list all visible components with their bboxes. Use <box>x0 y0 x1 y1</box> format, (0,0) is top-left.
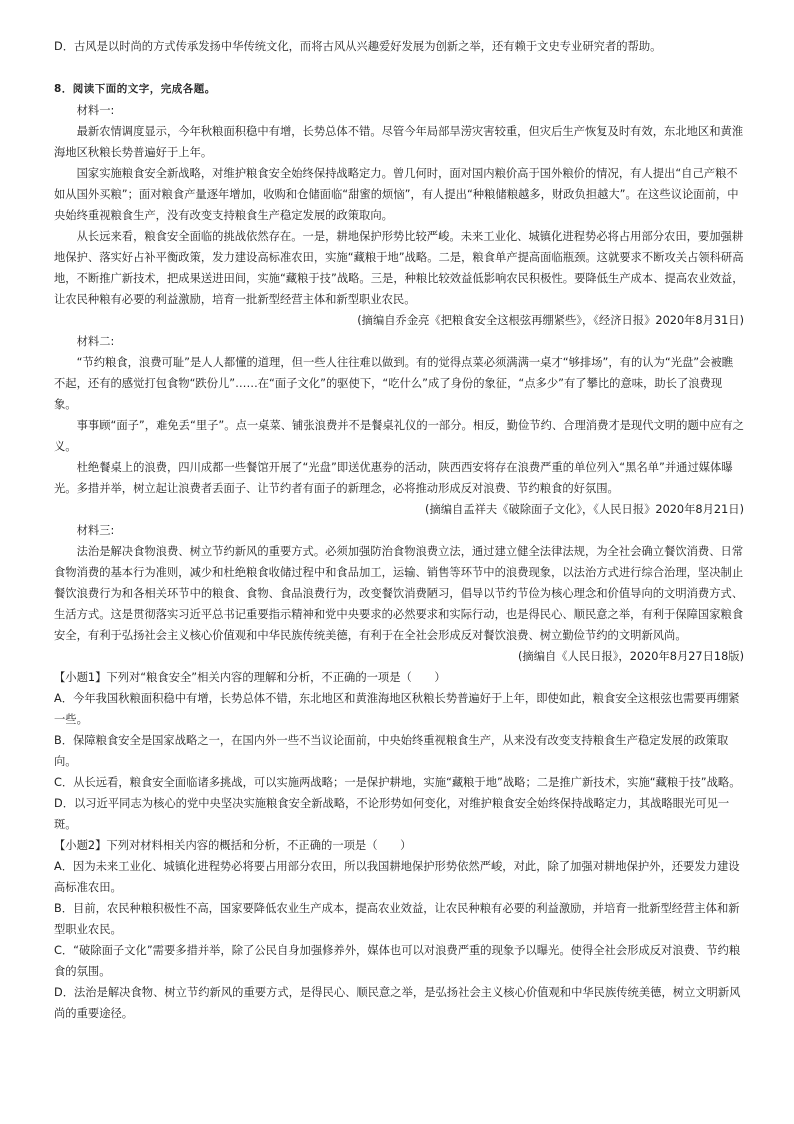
sub-question-1-option-d: D．以习近平同志为核心的党中央坚决实施粮食安全新战略，不论形势如何变化，对维护粮食安全始终保持战略定力，其战略眼光可见一斑。 <box>54 797 730 831</box>
sub-question-2-option-d: D．法治是解决食物、树立节约新风的重要方式，是得民心、顺民意之举，是弘扬社会主义核心价值观和中华民族传统美德，树立文明新风尚的重要途径。 <box>54 986 741 1020</box>
sub-question-2 <box>54 835 744 1024</box>
material-2 <box>54 331 744 520</box>
material-3 <box>54 520 744 667</box>
sub-question-2-option-a: A．因为未来工业化、城镇化进程势必将要占用部分农田，所以我国耕地保护形势依然严峻，对此，除了加强对耕地保护外，还要发力建设高标准农田。 <box>54 860 740 894</box>
sub-question-1-option-c: C．从长远看，粮食安全面临诸多挑战，可以实施两战略；一是保护耕地，实施“藏粮于地”战略；二是推广新技术，实施“藏粮于技”战略。 <box>54 776 741 789</box>
material-1-paragraph: 国家实施粮食安全新战略，对维护粮食安全始终保持战略定力。曾几何时，面对国内粮价高于国外粮价的情况，有人提出“自己产粮不如从国外买粮”；面对粮食产量逐年增加，收购和仓储面临“甜蜜的烦恼”，有人提出“种粮储粮越多，财政负担越大”。在这些议论面前，中央始终重视粮食生产，没有改变支持粮食生产稳定发展的政策取向。 <box>54 167 739 222</box>
material-1-source: (摘编自乔金亮《把粮食安全这根弦再绷紧些》，《经济日报》2020年8月31日) <box>357 314 744 327</box>
material-1-label: 材料一: <box>76 104 115 117</box>
sub-question-1-stem: 【小题1】下列对“粮食安全”相关内容的理解和分析，不正确的一项是（ ） <box>54 671 446 684</box>
sub-question-1-option-a: A．今年我国秋粮面积稳中有增，长势总体不错，东北地区和黄淮海地区秋粮长势普遍好于上年，即使如此，粮食安全这根弦也需要再绷紧一些。 <box>54 692 740 726</box>
material-1-paragraph: 最新农情调度显示，今年秋粮面积稳中有增，长势总体不错。尽管今年局部旱涝灾害较重，但灾后生产恢复及时有效，东北地区和黄淮海地区秋粮长势普遍好于上年。 <box>54 125 744 159</box>
material-3-label: 材料三: <box>76 524 115 537</box>
material-1 <box>54 100 744 331</box>
material-3-paragraph: 法治是解决食物浪费、树立节约新风的重要方式。必须加强防治食物浪费立法，通过建立健全法律法规，为全社会确立餐饮消费、日常食物消费的基本行为准则，减少和杜绝粮食收储过程中和食品加工，运输、销售等环节中的浪费现象，以法治方式进行综合治理，坚决制止餐饮浪费行为和各相关环节中的粮食、食物、食品浪费行为，改变餐饮消费陋习，倡导以节约节俭为核心理念和价值导向的文明消费方式、生活方式。这是贯彻落实习近平总书记重要指示精神和党中央要求的必然要求和实际行动，也是得民心、顺民意之举，有利于保障国家粮食安全，有利于弘扬社会主义核心价值观和中华民族传统美德，有利于在全社会形成反对餐饮浪费、树立勤俭节约的文明新风尚。 <box>54 545 744 642</box>
material-3-source: (摘编自《人民日报》，2020年8月27日18版) <box>517 650 744 663</box>
sub-question-2-stem: 【小题2】下列对材料相关内容的概括和分析，不正确的一项是（ ） <box>54 839 412 852</box>
question-8-header: 8．阅读下面的文字，完成各题。 <box>54 83 216 95</box>
sub-question-1 <box>54 667 744 835</box>
material-1-paragraph: 从长远来看，粮食安全面临的挑战依然存在。一是，耕地保护形势比较严峻。未来工业化、城镇化进程势必将占用部分农田，要加强耕地保护、落实好占补平衡政策，发力建设高标准农田，实施“藏粮于地”战略。二是，粮食单产提高面临瓶颈。这就要求不断攻关占领科研高地，不断推广新技术，把成果送进田间，实施“藏粮于技”战略。三是，种粮比较效益低影响农民积极性。要降低生产成本、提高农业效益，让农民种粮有必要的利益激励，培育一批新型经营主体和新型职业农民。 <box>54 230 744 306</box>
document-page <box>54 36 744 1024</box>
sub-question-2-option-b: B．目前，农民种粮积极性不高，国家要降低农业生产成本，提高农业效益，让农民种粮有必要的利益激励，并培育一批新型经营主体和新型职业农民。 <box>54 902 740 936</box>
previous-question-option-d: D．古风是以时尚的方式传承发扬中华传统文化，而将古风从兴趣爱好发展为创新之举，还有赖于文史专业研究者的帮助。 <box>54 40 662 53</box>
sub-question-2-option-c: C．“破除面子文化”需要多措并举，除了公民自身加强修养外，媒体也可以对浪费严重的现象予以曝光。使得全社会形成反对浪费、节约粮食的氛围。 <box>54 944 741 978</box>
material-2-paragraph: “节约粮食，浪费可耻”是人人都懂的道理，但一些人往往难以做到。有的觉得点菜必须满满一桌才“够排场”，有的认为“光盘”会被瞧不起，还有的感觉打包食物“跌份儿”……在“面子文化”的驱使下，“吃什么”成了身份的象征，“点多少”有了攀比的意味，助长了浪费现象。 <box>54 356 734 411</box>
material-2-source: (摘编自孟祥夫《破除面子文化》，《人民日报》2020年8月21日) <box>425 503 744 516</box>
material-2-paragraph: 事事顾“面子”，难免丢“里子”。点一桌菜、铺张浪费并不是餐桌礼仪的一部分。相反，勤俭节约、合理消费才是现代文明的题中应有之义。 <box>54 419 744 453</box>
sub-question-1-option-b: B．保障粮食安全是国家战略之一，在国内外一些不当议论面前，中央始终重视粮食生产，从来没有改变支持粮食生产稳定发展的政策取向。 <box>54 734 729 768</box>
material-2-paragraph: 杜绝餐桌上的浪费，四川成都一些餐馆开展了“光盘”即送优惠券的活动，陕西西安将存在浪费严重的单位列入“黑名单”并通过媒体曝光。多措并举，树立起让浪费者丢面子、让节约者有面子的新理念，必将推动形成反对浪费、节约粮食的好氛围。 <box>54 461 733 495</box>
material-2-label: 材料二: <box>76 335 115 348</box>
